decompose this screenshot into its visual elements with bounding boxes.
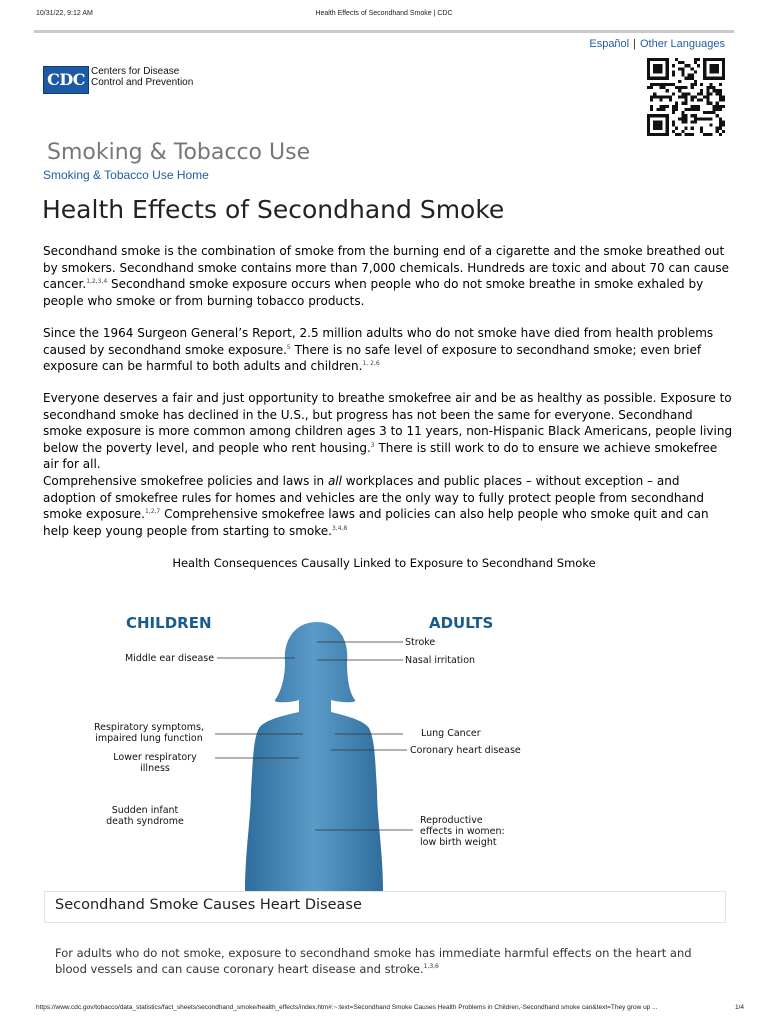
children-label-middle-ear: Middle ear disease (125, 653, 215, 664)
citation-link[interactable]: 1,3,6 (423, 963, 439, 971)
print-page-number: 1/4 (735, 1004, 745, 1011)
adults-label-reproductive: Reproductive effects in women: low birth weight (420, 815, 505, 848)
adults-label-nasal: Nasal irritation (405, 655, 476, 666)
section-title[interactable]: Smoking & Tobacco Use (47, 140, 311, 165)
children-heading: CHILDREN (126, 614, 212, 632)
qr-code-icon (646, 58, 726, 136)
other-languages-link[interactable]: Other Languages (639, 38, 725, 50)
cdc-name-line2: Control and Prevention (91, 77, 194, 88)
paragraph-3-text-a: Everyone deserves a fair and just opportunity to breathe smokefree air and be as healthy as possible. Exposure to secondhand smoke has declined in the U.S., but progress has not been the same for everyone. Secondhand smoke exposure is more common among children ages 3 to 11 years, non-Hispanic Black Americans, people living below the poverty level, and people who rent housing. (43, 391, 733, 455)
cdc-logo[interactable]: CDC (43, 66, 89, 94)
accordion-body-text: For adults who do not smoke, exposure to secondhand smoke has immediate harmful effects on the heart and blood vessels and can cause coronary heart disease and stroke. (55, 946, 692, 976)
citation-link[interactable]: 3,4,8 (331, 524, 348, 532)
body-silhouette (245, 622, 383, 892)
health-consequences-figure (85, 600, 525, 892)
children-label-respiratory: Respiratory symptoms, impaired lung function (93, 722, 205, 744)
paragraph-3-text-b: There is still work to do to ensure we achieve smokefree air for all. (43, 440, 718, 471)
citation-link[interactable]: 1,2,7 (144, 508, 161, 515)
paragraph-1 (43, 243, 733, 309)
paragraph-2 (43, 325, 733, 375)
language-separator: | (633, 38, 636, 50)
paragraph-3 (43, 390, 733, 473)
paragraph-1-text-b: Secondhand smoke exposure occurs when people who do not smoke breathe in smoke exhaled by people who smoke or from burning tobacco products. (43, 277, 704, 308)
paragraph-4 (43, 473, 733, 539)
paragraph-1-text-a: Secondhand smoke is the combination of smoke from the burning end of a cigarette and the smoke breathed out by smokers. Secondhand smoke contains more than 7,000 chemicals. Hundreds are toxic and about 70 can cause cancer. (43, 244, 730, 291)
paragraph-4-text-c: Comprehensive smokefree laws and policies can also help people who smoke quit and can help keep young people from starting to smoke. (43, 507, 709, 538)
adults-heading: ADULTS (429, 614, 494, 632)
citation-link[interactable]: 3 (370, 441, 375, 449)
breadcrumb-home-link[interactable]: Smoking & Tobacco Use Home (43, 168, 209, 182)
citation-link[interactable]: 1, 2,6 (362, 360, 380, 367)
cdc-name-line1: Centers for Disease (91, 66, 180, 77)
page-title: Health Effects of Secondhand Smoke (42, 195, 505, 224)
citation-link[interactable]: 5 (286, 343, 291, 351)
print-doc-title: Health Effects of Secondhand Smoke | CDC (315, 10, 453, 17)
paragraph-4-text-b: workplaces and public places – without exception – and adoption of smokefree rules for homes and vehicles are the only way to fully protect people from secondhand smoke exposure. (43, 474, 705, 521)
espanol-link[interactable]: Español (589, 38, 630, 50)
adults-label-stroke: Stroke (405, 637, 436, 648)
paragraph-2-text-b: There is no safe level of exposure to secondhand smoke; even brief exposure can be harmful to both adults and children. (43, 342, 702, 373)
paragraph-4-emphasis: all (327, 474, 342, 488)
print-datetime: 10/31/22, 9:12 AM (36, 10, 93, 17)
adults-label-lung-cancer: Lung Cancer (421, 728, 481, 739)
language-links (589, 38, 725, 50)
paragraph-2-text-a: Since the 1964 Surgeon General’s Report, 2.5 million adults who do not smoke have died from health problems caused by secondhand smoke exposure. (43, 326, 714, 357)
print-url: https://www.cdc.gov/tobacco/data_statistics/fact_sheets/secondhand_smoke/health_effects/index.htm#:~:text=Secondhand Smoke Causes Health Problems in Children,-Secondhand smoke can&text=They grow up ... (36, 1004, 658, 1011)
paragraph-4-text-a: Comprehensive smokefree policies and laws in (43, 474, 328, 488)
citation-link[interactable]: 1,2,3,4 (86, 278, 108, 285)
header-rule (34, 30, 734, 33)
accordion-body (55, 945, 725, 977)
accordion-title[interactable]: Secondhand Smoke Causes Heart Disease (55, 897, 362, 913)
children-label-lower-respiratory: Lower respiratory illness (113, 752, 197, 774)
children-label-sids: Sudden infant death syndrome (106, 805, 184, 827)
figure-caption: Health Consequences Causally Linked to Exposure to Secondhand Smoke (172, 556, 596, 570)
adults-label-coronary: Coronary heart disease (410, 745, 521, 756)
cdc-name[interactable] (91, 66, 193, 88)
